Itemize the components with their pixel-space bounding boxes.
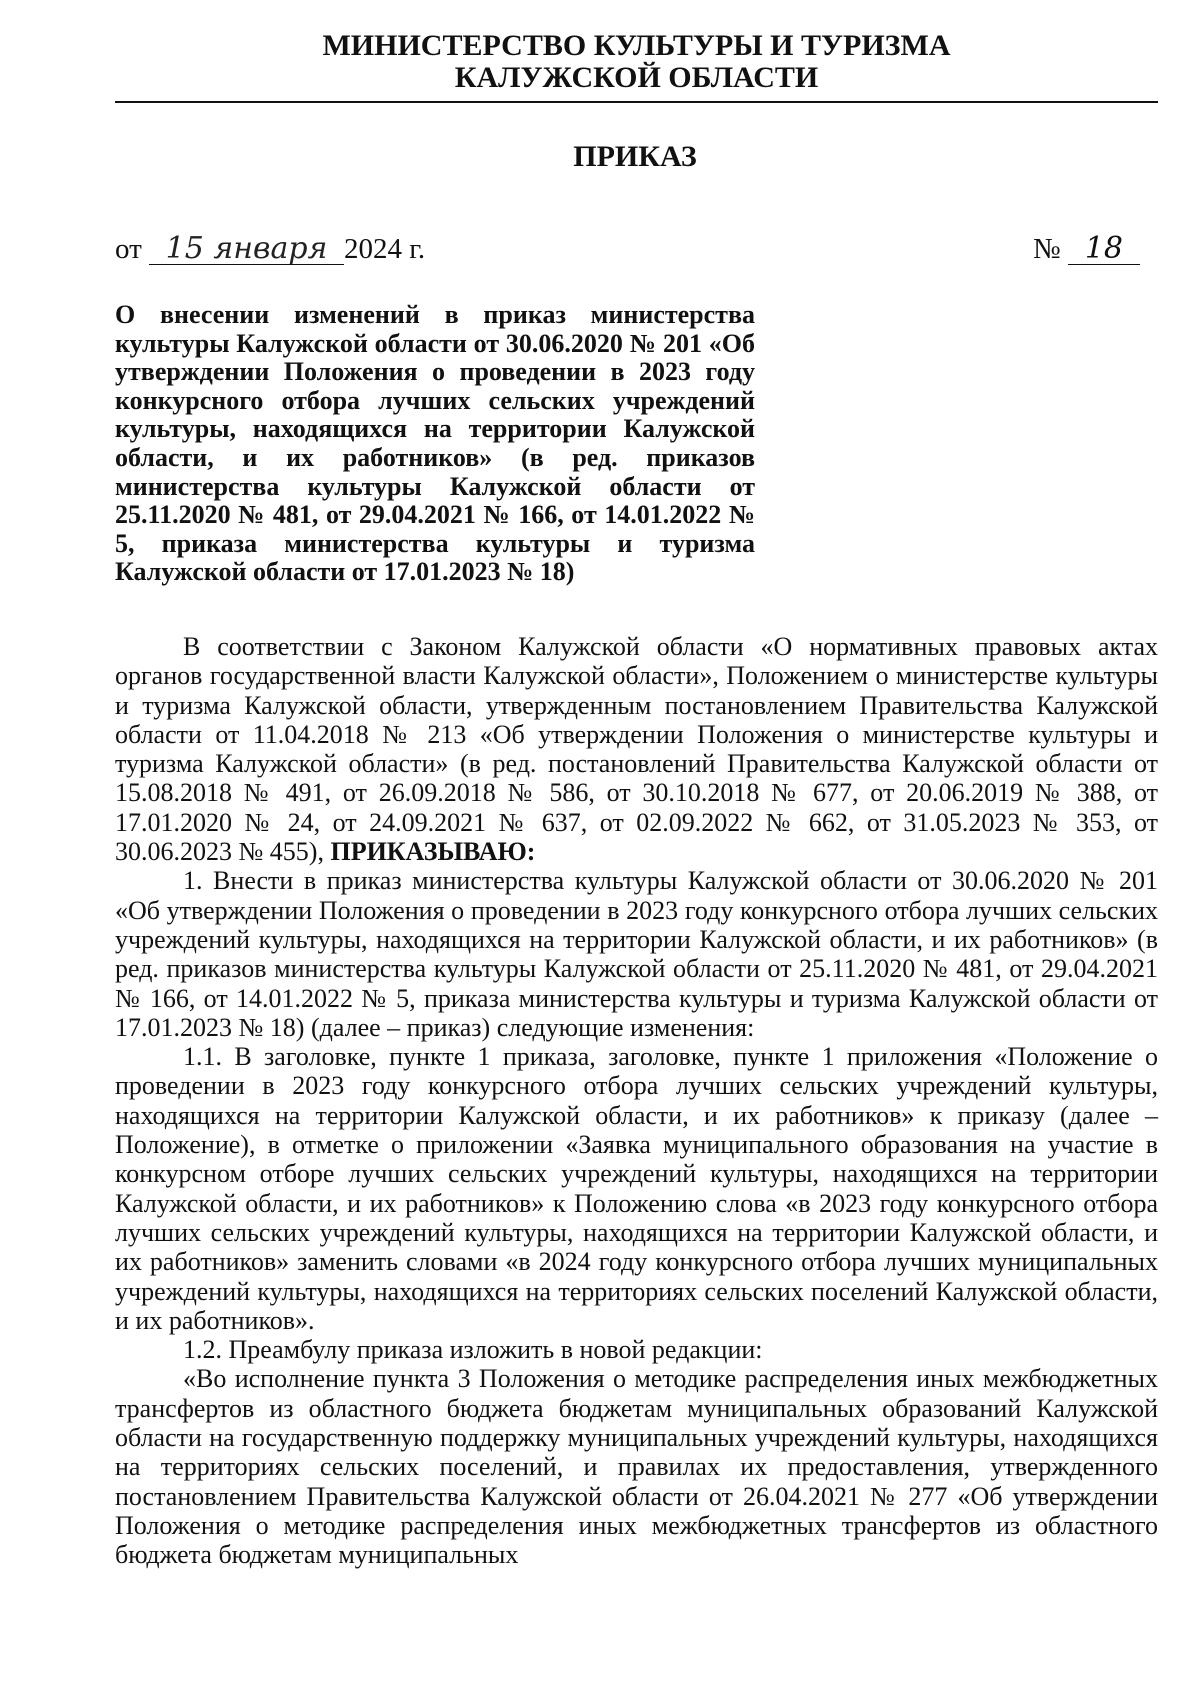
date-year: 2024 г. (344, 233, 426, 265)
ministry-header (115, 30, 1158, 94)
item-1-2-paragraph: 1.2. Преамбулу приказа изложить в новой редакции: (183, 1335, 763, 1365)
item-1-1-paragraph: 1.1. В заголовке, пункте 1 приказа, заголовке, пункте 1 приложения «Положение о проведении в 2023 году конкурсного отбора лучших сельских учреждений культуры, находящихся на территории Калужской области, и их работников» к приказу (далее – Положение), в отметке о приложении «Заявка муниципального образования на участие в конкурсном отборе лучших сельских учреждений культуры, находящихся на территории Калужской области, и их работников» к Положению слова «в 2023 году конкурсного отбора лучших сельских учреждений культуры, находящихся на территории Калужской области, и их работников» заменить словами «в 2024 году конкурсного отбора лучших муниципальных учреждений культуры, находящихся на территориях сельских поселений Калужской области, и их работников». (115, 1042, 1158, 1335)
quote-paragraph: «Во исполнение пункта 3 Положения о методике распределения иных межбюджетных трансфертов из областного бюджета бюджетам муниципальных образований Калужской области на государственную поддержку муниципальных учреждений культуры, находящихся на территориях сельских поселений, и правилах их предоставления, утвержденного постановлением Правительства Калужской области от 26.04.2021 № 277 «Об утверждении Положения о методике распределения иных межбюджетных трансфертов из областного бюджета бюджетам муниципальных (115, 1364, 1158, 1570)
preamble-paragraph (115, 632, 1158, 866)
date-prefix: от (115, 233, 142, 265)
item-1-paragraph: 1. Внести в приказ министерства культуры Калужской области от 30.06.2020 № 201 «Об утверждении Положения о проведении в 2023 году конкурсного отбора лучших сельских учреждений культуры, находящихся на территории Калужской области, и их работников» (в ред. приказов министерства культуры Калужской области от 25.11.2020 № 481, от 29.04.2021 № 166, от 14.01.2022 № 5, приказа министерства культуры и туризма Калужской области от 17.01.2023 № 18) (далее – приказ) следующие изменения: (115, 866, 1158, 1042)
order-subject: О внесении изменений в приказ министерства культуры Калужской области от 30.06.2020 № 201 «Об утверждении Положения о проведении в 2023 году конкурсного отбора лучших сельских учреждений культуры, находящихся на территории Калужской области, и их работников» (в ред. приказов министерства культуры Калужской области от 25.11.2020 № 481, от 29.04.2021 № 166, от 14.01.2022 № 5, приказа министерства культуры и туризма Калужской области от 17.01.2023 № 18) (115, 300, 755, 587)
order-body (115, 632, 1158, 1570)
order-word: ПРИКАЗЫВАЮ: (330, 837, 536, 867)
ministry-name-line-1: МИНИСТЕРСТВО КУЛЬТУРЫ И ТУРИЗМА (322, 29, 951, 62)
header-divider (115, 101, 1158, 103)
handwritten-date: 15 января (149, 234, 344, 265)
handwritten-number: 18 (1068, 234, 1140, 265)
order-number (1033, 232, 1140, 266)
document-type-title: ПРИКАЗ (573, 140, 697, 173)
number-prefix: № (1033, 233, 1061, 265)
preamble-text: В соответствии с Законом Калужской области «О нормативных правовых актах органов государственной власти Калужской области», Положением о министерстве культуры и туризма Калужской области, утвержденным постановлением Правительства Калужской области от 11.04.2018 № 213 «Об утверждении Положения о министерстве культуры и туризма Калужской области» (в ред. постановлений Правительства Калужской области от 15.08.2018 № 491, от 26.09.2018 № 586, от 30.10.2018 № 677, от 20.06.2019 № 388, от 17.01.2020 № 24, от 24.09.2021 № 637, от 02.09.2022 № 662, от 31.05.2023 № 353, от 30.06.2023 № 455), (115, 632, 1158, 867)
order-date (115, 232, 425, 266)
ministry-name-line-2: КАЛУЖСКОЙ ОБЛАСТИ (454, 61, 819, 94)
